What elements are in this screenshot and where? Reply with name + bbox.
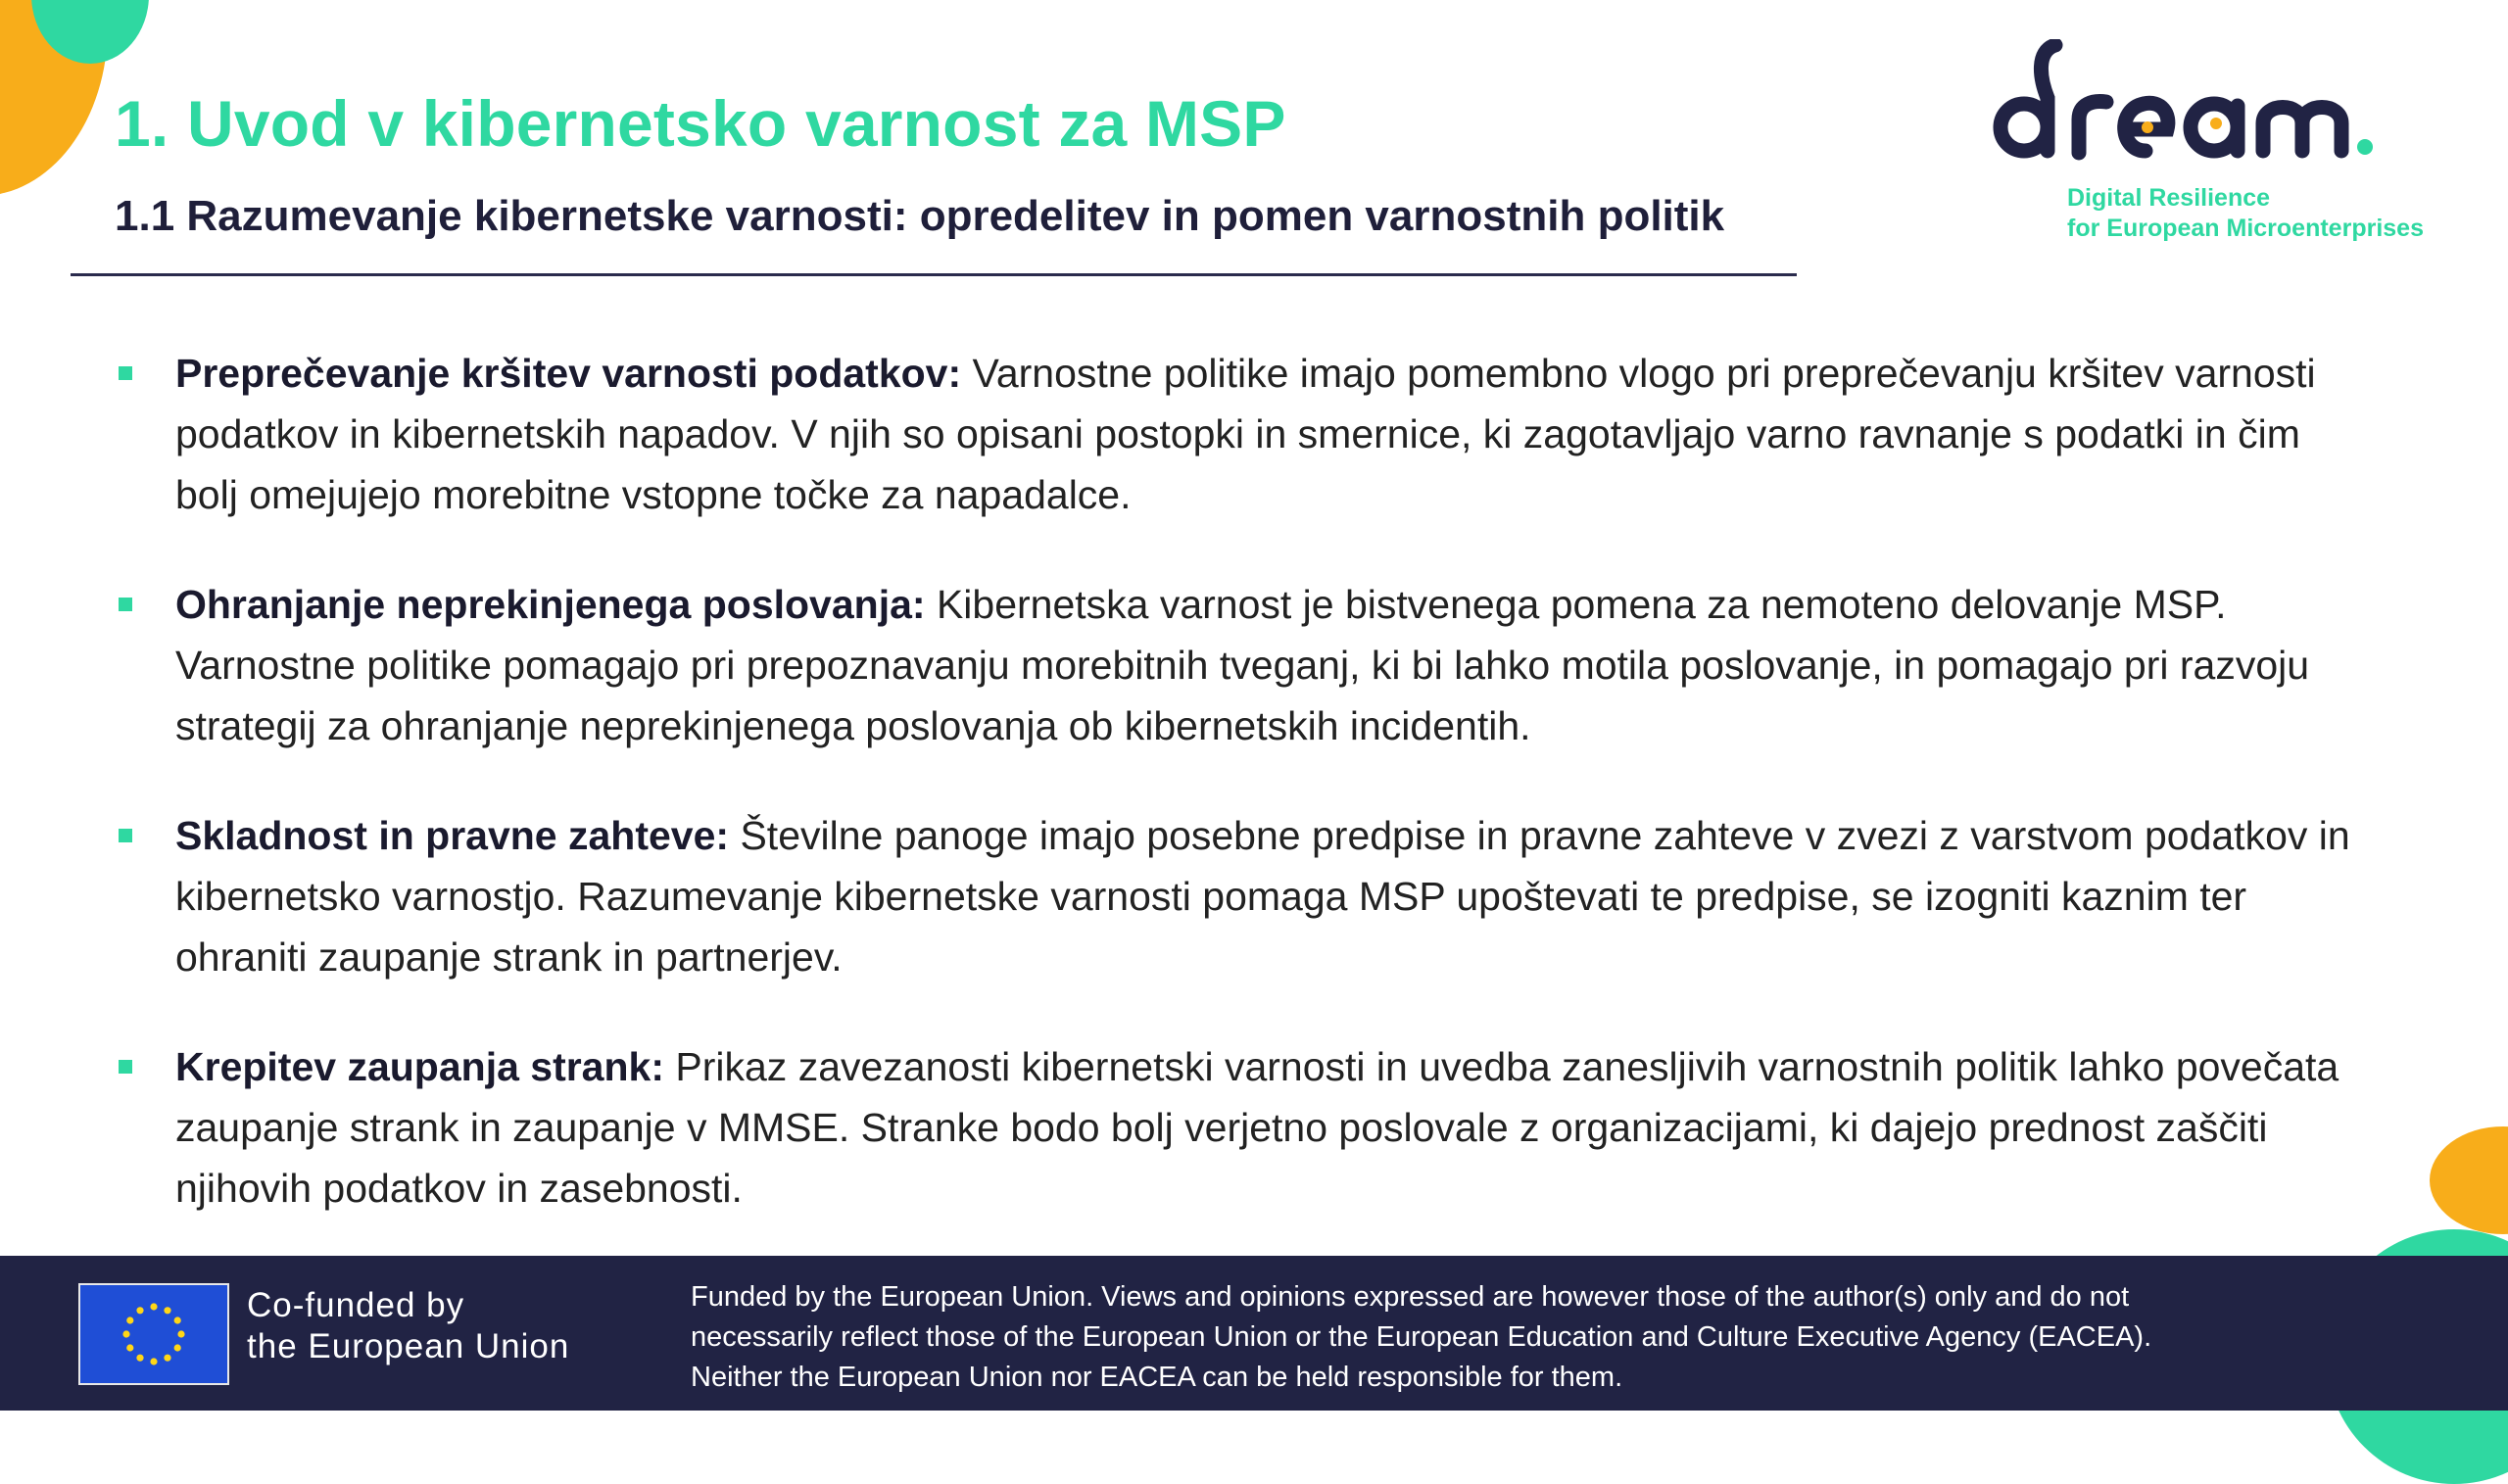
eu-flag-icon [78, 1283, 229, 1385]
disclaimer-line1: Funded by the European Union. Views and opinions expressed are however those of the author(s) only and do not [691, 1281, 2130, 1313]
bullet-marker-icon [119, 366, 132, 380]
bullet-title: Ohranjanje neprekinjenega poslovanja: [175, 582, 926, 627]
bullet-item [115, 805, 2368, 987]
bullet-text: Kibernetska varnost je bistvenega pomena za nemoteno delovanje MSP. Varnostne politike pomagajo pri prepoznavanju morebitnih tveganj, ki bi lahko motila poslovanje, in pomagajo pri razvoju strategij za ohranjanje neprekinjenega poslovanja ob kibernetskih incidentih. [175, 582, 2310, 748]
bullet-marker-icon [119, 598, 132, 611]
bullet-text: Prikaz zavezanosti kibernetski varnosti in uvedba zanesljivih varnostnih politik lahko povečata zaupanje strank in zaupanje v MMSE. Stranke bodo bolj verjetno poslovale z organizacijami, ki dajejo prednost zaščiti njihovih podatkov in zasebnosti. [175, 1044, 2339, 1211]
bullet-title: Preprečevanje kršitev varnosti podatkov: [175, 351, 962, 396]
bullet-text: Varnostne politike imajo pomembno vlogo pri preprečevanju kršitev varnosti podatkov in kibernetskih napadov. V njih so opisani postopki in smernice, ki zagotavljajo varno ravnanje s podatki in čim bolj omejujejo morebitne vstopne točke za napadalce. [175, 351, 2316, 517]
dream-logo [1979, 39, 2424, 250]
bullet-title: Krepitev zaupanja strank: [175, 1044, 664, 1089]
corner-decoration-orange-bottom [2430, 1126, 2508, 1234]
cofund-line2: the European Union [247, 1327, 570, 1365]
disclaimer-line2: necessarily reflect those of the European Union or the European Education and Culture Executive Agency (EACEA). [691, 1321, 2152, 1353]
footer-bar [0, 1256, 2508, 1411]
bullet-item [115, 343, 2368, 525]
cofund-line1: Co-funded by [247, 1286, 465, 1324]
slide-title: 1. Uvod v kibernetsko varnost za MSP [115, 87, 1286, 160]
bullet-title: Skladnost in pravne zahteve: [175, 813, 730, 858]
funding-disclaimer [691, 1277, 2356, 1398]
slide-subtitle: 1.1 Razumevanje kibernetske varnosti: opredelitev in pomen varnostnih politik [115, 192, 1725, 240]
bullet-item [115, 1036, 2368, 1219]
title-divider [71, 273, 1797, 276]
cofunded-label [247, 1285, 569, 1367]
bullet-item [115, 574, 2368, 756]
bullet-marker-icon [119, 829, 132, 842]
disclaimer-line3: Neither the European Union nor EACEA can be held responsible for them. [691, 1362, 1623, 1393]
dream-wordmark-icon [1979, 39, 2420, 186]
logo-tagline-line1: Digital Resilience [2067, 184, 2271, 212]
logo-tagline-line2: for European Microenterprises [2067, 215, 2424, 242]
bullet-marker-icon [119, 1060, 132, 1074]
bullet-list [115, 343, 2368, 1268]
bullet-text: Številne panoge imajo posebne predpise in pravne zahteve v zvezi z varstvom podatkov in kibernetsko varnostjo. Razumevanje kibernetske varnosti pomaga MSP upoštevati te predpise, se izogniti kaznim ter ohraniti zaupanje strank in partnerjev. [175, 813, 2350, 980]
